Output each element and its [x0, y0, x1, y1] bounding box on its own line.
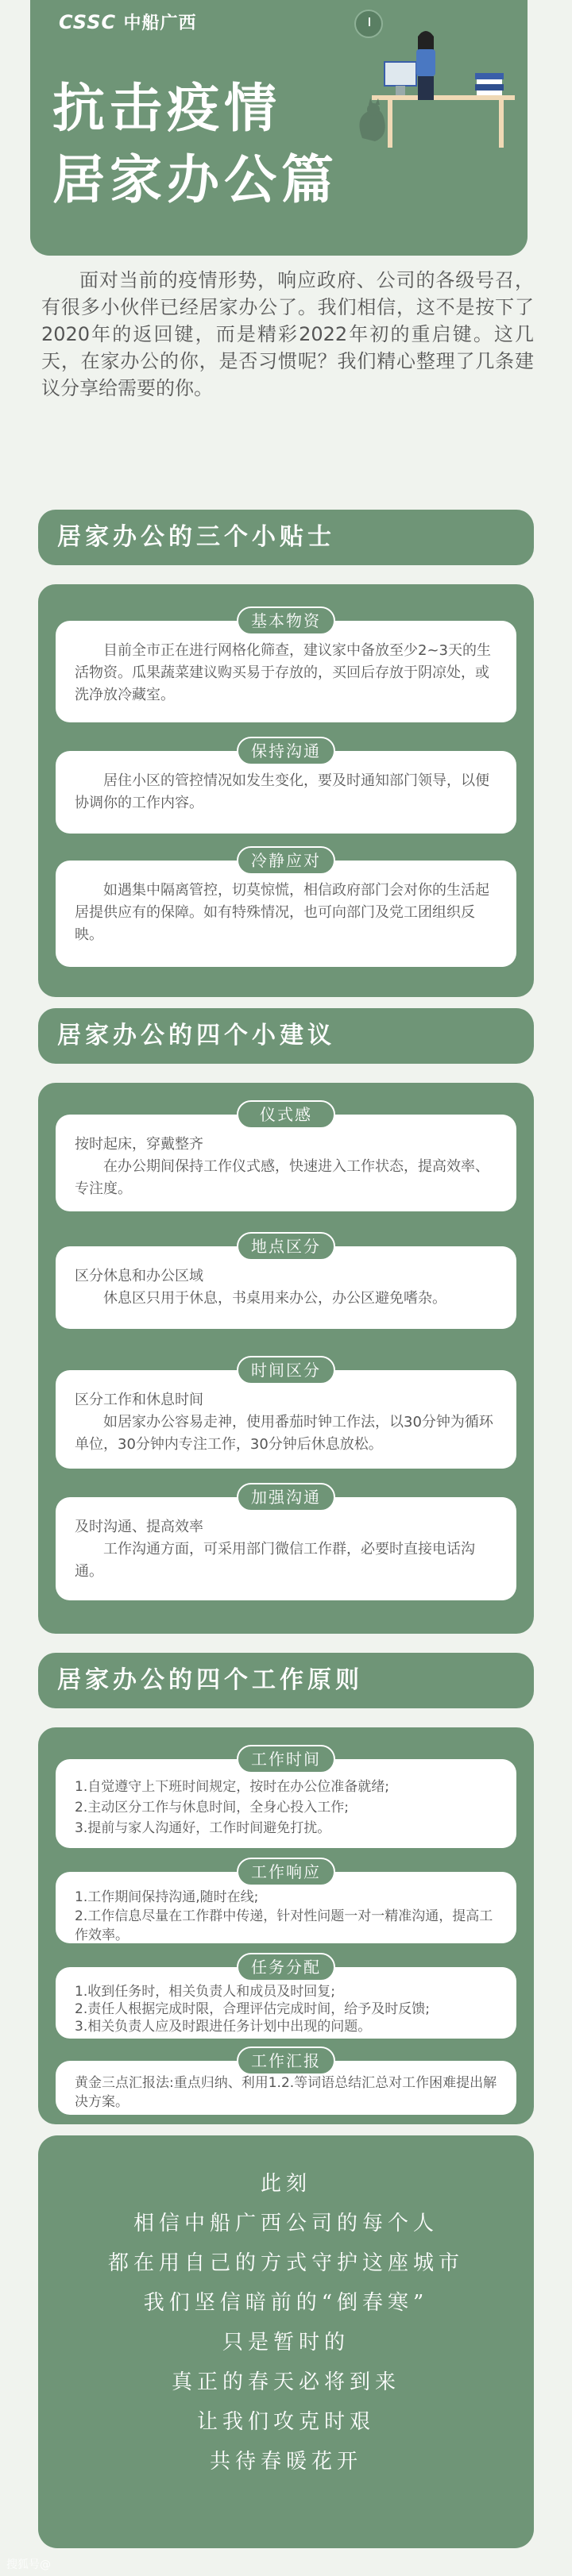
suggestion-pill-ritual: 仪式感 [237, 1100, 335, 1129]
principle-pill-response: 工作响应 [237, 1858, 335, 1886]
suggestion-text: 休息区只用于休息，书桌用来办公，办公区避免嗜杂。 [103, 1290, 446, 1307]
principle-line: 2.主动区分工作与休息时间，全身心投入工作; [75, 1800, 349, 1816]
suggestion-card-ritual [56, 1115, 516, 1211]
tip-text: 如遇集中隔离管控，切莫惊慌，相信政府部门会对你的生活起居提供应有的保障。如有特殊情况，也可向部门及党工团组织反映。 [75, 882, 489, 943]
tip-pill-calm: 冷静应对 [237, 846, 335, 875]
principles-panel [38, 1727, 534, 2124]
suggestion-heading: 及时沟通、提高效率 [75, 1519, 203, 1535]
principle-line: 黄金三点汇报法:重点归纳、利用1.2.等词语总结汇总对工作困难提出解决方案。 [75, 2075, 497, 2110]
suggestions-panel [38, 1083, 534, 1634]
watermark: 搜狐号@ [6, 2559, 51, 2571]
closing-line: 让我们攻克时艰 [196, 2410, 375, 2434]
closing-line: 都在用自己的方式守护这座城市 [107, 2251, 464, 2275]
suggestion-card-communication [56, 1497, 516, 1600]
suggestion-text: 在办公期间保持工作仪式感，快速进入工作状态，提高效率、专注度。 [75, 1158, 489, 1197]
principle-line: 2.责任人根据完成时限，合理评估完成时间，给予及时反馈; [75, 2001, 430, 2017]
principle-pill-tasks: 任务分配 [237, 1953, 335, 1981]
principle-line: 1.工作期间保持沟通,随时在线; [75, 1889, 259, 1905]
principle-pill-hours: 工作时间 [237, 1745, 335, 1773]
section-banner-tips: 居家办公的三个小贴士 [38, 510, 534, 565]
suggestion-heading: 按时起床，穿戴整齐 [75, 1136, 203, 1153]
section-banner-principles: 居家办公的四个工作原则 [38, 1653, 534, 1708]
closing-line: 真正的春天必将到来 [171, 2370, 400, 2394]
tip-pill-supplies: 基本物资 [237, 606, 335, 635]
closing-line: 我们坚信暗前的“倒春寒” [143, 2291, 429, 2315]
tip-card-supplies [56, 621, 516, 722]
principle-line: 1.收到任务时，相关负责人和成员及时回复; [75, 1984, 335, 2000]
intro-paragraph: 面对当前的疫情形势，响应政府、公司的各级号召，有很多小伙伴已经居家办公了。我们相信，这不是按下了2020年的返回键，而是精彩2022年初的重启键。这几天，在家办公的你，是否习惯呢？我们精心整理了几条建议分享给需要的你。 [41, 269, 534, 399]
header-banner [30, 0, 528, 256]
suggestion-heading: 区分工作和休息时间 [75, 1392, 203, 1408]
principle-line: 1.自觉遵守上下班时间规定，按时在办公位准备就绪; [75, 1779, 389, 1795]
closing-message [38, 2135, 534, 2548]
principle-line: 2.工作信息尽量在工作群中传递，针对性问题一对一精准沟通，提高工作效率。 [75, 1908, 493, 1943]
closing-line: 相信中船广西公司的每个人 [133, 2212, 439, 2235]
section-banner-suggestions: 居家办公的四个小建议 [38, 1008, 534, 1064]
tip-card-calm [56, 861, 516, 967]
suggestion-pill-communication: 加强沟通 [237, 1483, 335, 1511]
suggestion-pill-location: 地点区分 [237, 1232, 335, 1261]
tip-text: 目前全市正在进行网格化筛查，建议家中备放至少2~3天的生活物资。瓜果蔬菜建议购买易于存放的，买回后存放于阴凉处，或洗净放冷藏室。 [75, 642, 491, 703]
suggestion-card-time [56, 1370, 516, 1469]
page-title: 抗击疫情 居家办公篇 [52, 78, 338, 210]
principle-line: 3.提前与家人沟通好，工作时间避免打扰。 [75, 1820, 331, 1836]
principle-line: 3.相关负责人应及时跟进任务计划中出现的问题。 [75, 2019, 372, 2035]
suggestion-text: 工作沟通方面，可采用部门微信工作群，必要时直接电话沟通。 [75, 1541, 475, 1580]
closing-line: 只是暂时的 [222, 2331, 350, 2355]
company-logo: CSSC 中船广西 [59, 11, 197, 33]
suggestion-heading: 区分休息和办公区域 [75, 1268, 203, 1284]
tip-text: 居住小区的管控情况如发生变化，要及时通知部门领导，以便协调你的工作内容。 [75, 772, 489, 811]
closing-line: 此刻 [260, 2172, 311, 2196]
suggestion-pill-time: 时间区分 [237, 1356, 335, 1384]
office-worker-illustration [340, 22, 523, 149]
closing-line: 共待春暖花开 [209, 2450, 362, 2474]
tips-panel [38, 584, 534, 997]
suggestion-text: 如居家办公容易走神，使用番茄时钟工作法，以30分钟为循环单位，30分钟内专注工作，30分钟后休息放松。 [75, 1414, 493, 1453]
principle-pill-report: 工作汇报 [237, 2047, 335, 2075]
tip-pill-communication: 保持沟通 [237, 737, 335, 765]
